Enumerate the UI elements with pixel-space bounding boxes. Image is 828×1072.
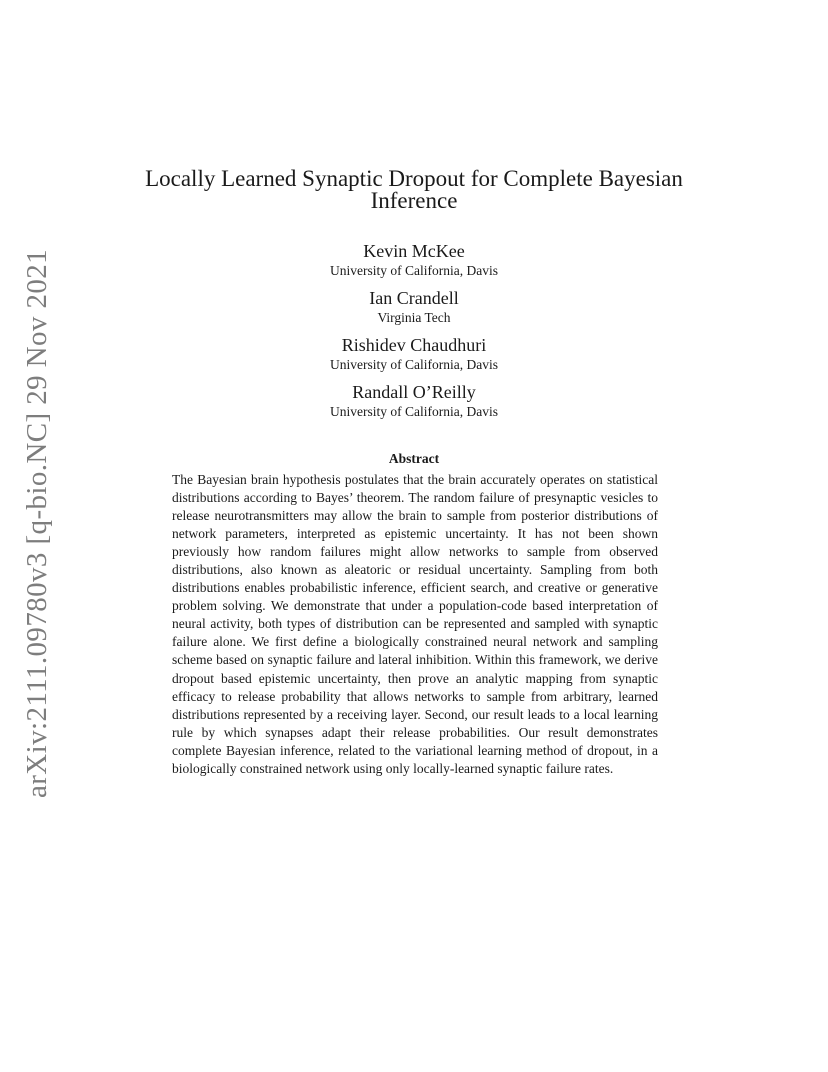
arxiv-identifier-stamp <box>15 248 61 798</box>
author-block <box>214 240 614 287</box>
author-name: Kevin McKee <box>363 241 465 261</box>
author-name: Rishidev Chaudhuri <box>341 335 487 355</box>
author-block <box>214 381 614 428</box>
author-list <box>214 240 614 428</box>
author-name: Ian Crandell <box>369 288 459 308</box>
author-affiliation: University of California, Davis <box>330 263 498 278</box>
paper-title: Locally Learned Synaptic Dropout for Complete Bayesian Inference <box>145 166 683 213</box>
author-block <box>214 334 614 381</box>
abstract-heading: Abstract <box>388 451 440 466</box>
author-affiliation: Virginia Tech <box>377 310 451 325</box>
arxiv-identifier-text: arXiv:2111.09780v3 [q-bio.NC] 29 Nov 2021 <box>21 248 54 798</box>
author-block <box>214 287 614 334</box>
author-affiliation: University of California, Davis <box>330 357 498 372</box>
abstract-text: The Bayesian brain hypothesis postulates that the brain accurately operates on statistical distributions according to Bayes’ theorem. The random failure of presynaptic vesicles to release neurotransmitters may allow the brain to sample from posterior distributions of network parameters, interpreted as epistemic uncertainty. It has not been shown previously how random failures might allow networks to sample from observed distributions, also known as aleatoric or residual uncertainty. Sampling from both distributions enables probabilistic inference, efficient search, and creative or generative problem solving. We demonstrate that under a population-code based interpretation of neural activity, both types of distribution can be represented and sampled with synaptic failure alone. We first define a biologically constrained neural network and sampling scheme based on synaptic failure and lateral inhibition. Within this framework, we derive dropout based epistemic uncertainty, then prove an analytic mapping from synaptic efficacy to release probability that allows networks to sample from arbitrary, learned distributions represented by a receiving layer. Second, our result leads to a local learning rule by which synapses adapt their release probabilities. Our result demonstrates complete Bayesian inference, related to the variational learning method of dropout, in a biologically constrained network using only locally-learned synaptic failure rates. <box>172 472 658 776</box>
author-affiliation: University of California, Davis <box>330 404 498 419</box>
author-name: Randall O’Reilly <box>352 382 476 402</box>
